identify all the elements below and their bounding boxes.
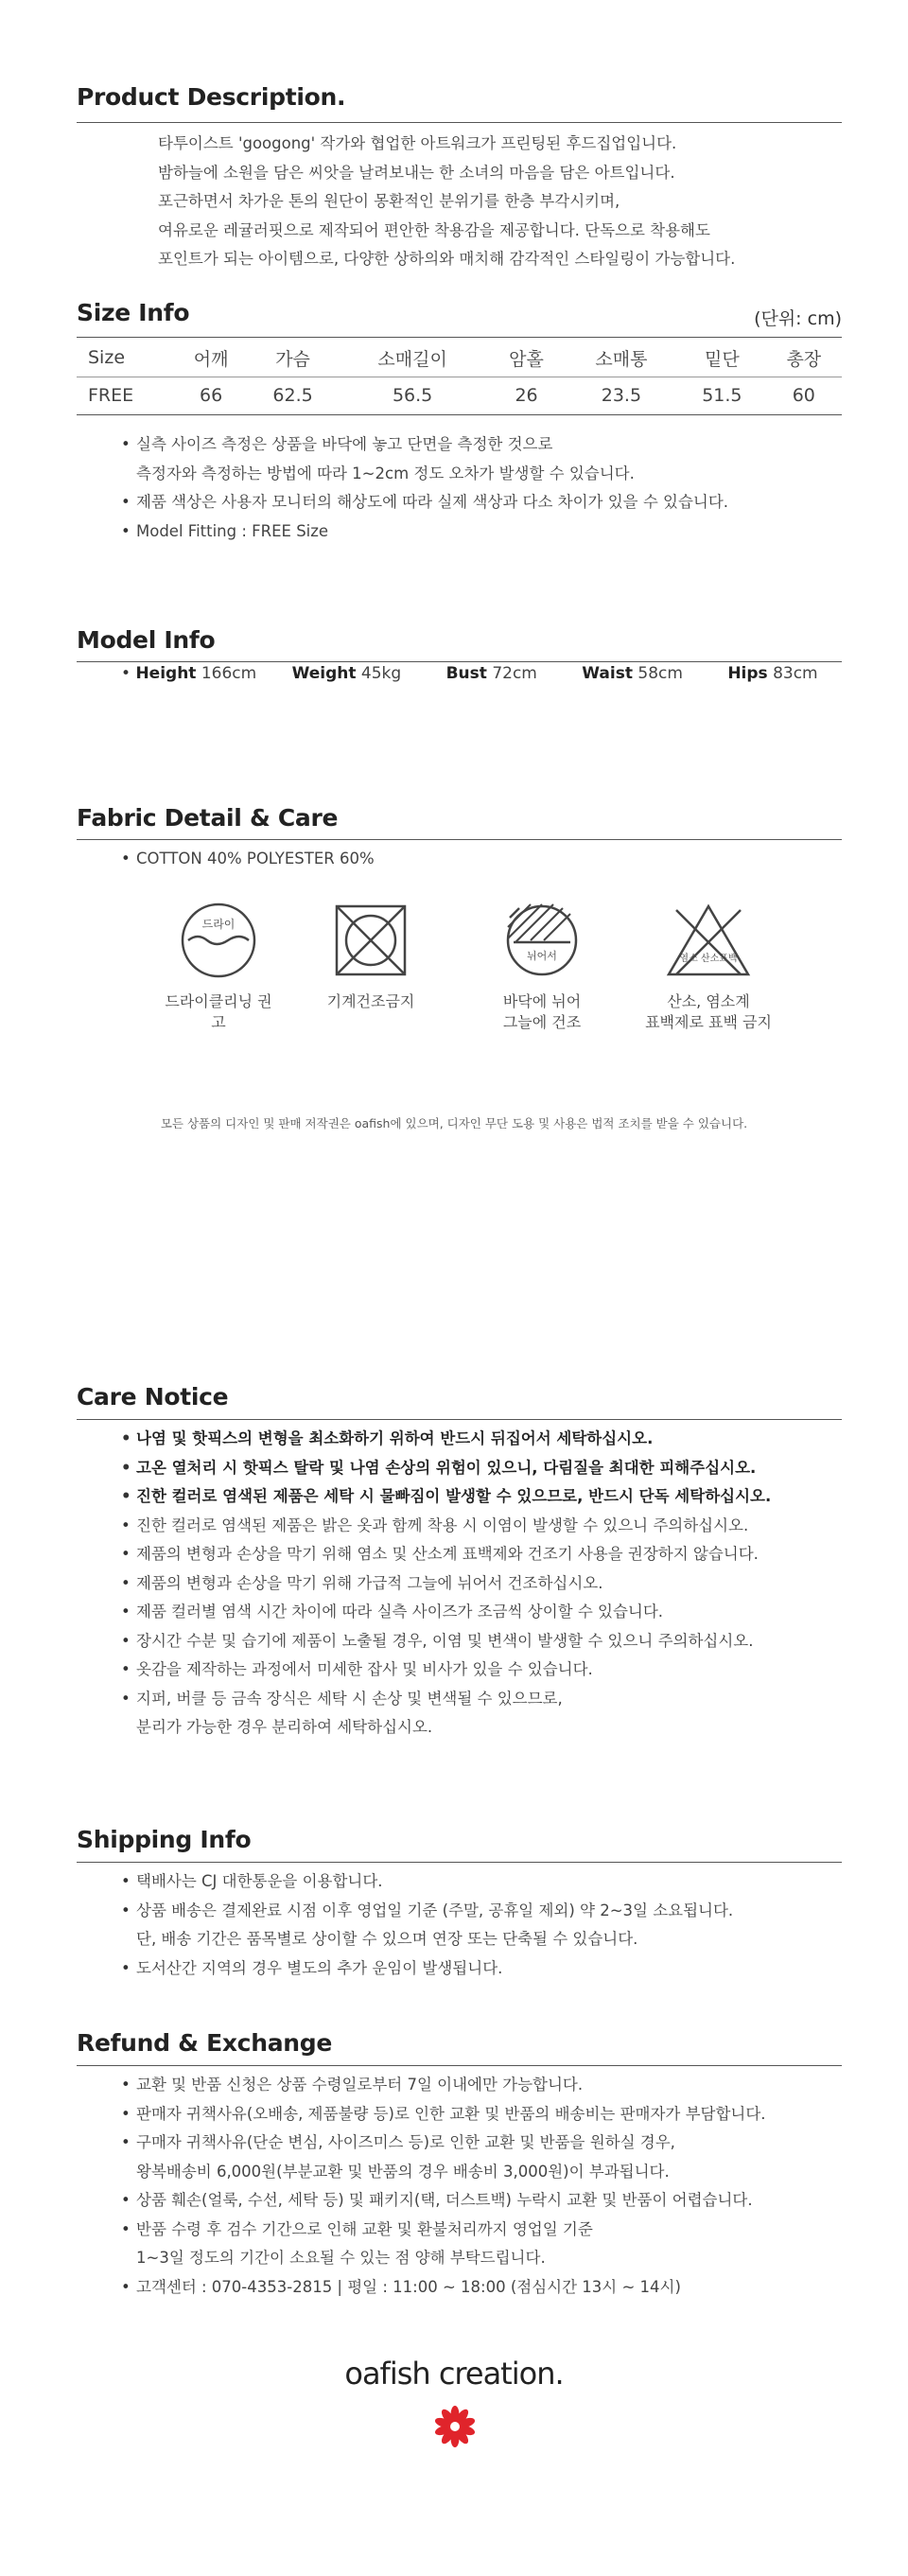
shipping-title: Shipping Info bbox=[77, 1826, 252, 1853]
product-line: 포인트가 되는 아이템으로, 다양한 상하의와 매치해 감각적인 스타일링이 가능합니다. bbox=[158, 250, 736, 268]
brand-logo-text: oafish creation. bbox=[344, 2356, 564, 2392]
flower-logo-icon bbox=[433, 2405, 477, 2448]
care-caption-line: 산소, 염소계 bbox=[667, 992, 750, 1010]
size-value-cell: 26 bbox=[515, 385, 538, 406]
dry-flat-shade-icon bbox=[502, 901, 582, 980]
size-header-cell: 가슴 bbox=[275, 348, 310, 370]
copyright-notice: 모든 상품의 디자인 및 판매 저작권은 oafish에 있으며, 디자인 무단 도용 및 사용은 법적 조치를 받을 수 있습니다. bbox=[160, 1116, 748, 1130]
list-item: 분리가 가능한 경우 분리하여 세탁하십시오. bbox=[136, 1718, 433, 1736]
list-item: • 도서산간 지역의 경우 별도의 추가 운임이 발생됩니다. bbox=[121, 1954, 733, 1984]
list-item: • 장시간 수분 및 습기에 제품이 노출될 경우, 이염 및 변색이 발생할 수 있으니 주의하십시오. bbox=[121, 1627, 771, 1656]
care-icon-dry-flat-shade bbox=[485, 901, 599, 1033]
care-caption bbox=[485, 991, 599, 1033]
model-height-label: Height bbox=[135, 664, 197, 683]
size-header-row bbox=[77, 339, 842, 377]
model-bust-value: 72cm bbox=[492, 664, 537, 683]
care-caption-line: 그늘에 건조 bbox=[502, 1013, 582, 1031]
list-item: • 고객센터 : 070-4353-2815 | 평일 : 11:00 ~ 18:00 (점심시간 13시 ~ 14시) bbox=[121, 2273, 766, 2303]
fabric-composition-list bbox=[121, 845, 375, 874]
care-caption: 기계건조금지 bbox=[326, 992, 415, 1010]
care-notice-title: Care Notice bbox=[77, 1383, 229, 1411]
size-value-cell: 66 bbox=[200, 385, 223, 406]
dryclean-icon bbox=[179, 901, 258, 980]
dryclean-symbol-text: 드라이 bbox=[201, 918, 236, 931]
size-header-cell: 총장 bbox=[786, 348, 822, 370]
list-item: • 제품의 변형과 손상을 막기 위해 가급적 그늘에 뉘어서 건조하십시오. bbox=[121, 1569, 771, 1599]
model-info-title: Model Info bbox=[77, 626, 216, 654]
fabric-title: Fabric Detail & Care bbox=[77, 804, 339, 832]
list-item: • 판매자 귀책사유(오배송, 제품불량 등)로 인한 교환 및 반품의 배송비는 판매자가 부담합니다. bbox=[121, 2100, 766, 2129]
care-caption: 드라이클리닝 권고 bbox=[165, 992, 272, 1031]
size-header-cell: Size bbox=[88, 347, 126, 368]
shipping-divider bbox=[77, 1862, 842, 1863]
care-icon-no-bleach bbox=[637, 901, 779, 1033]
model-hips-label: Hips bbox=[727, 664, 768, 683]
size-notes-list bbox=[121, 430, 728, 546]
care-caption-line: 표백제로 표백 금지 bbox=[645, 1013, 772, 1031]
list-item: • 지퍼, 버클 등 금속 장식은 세탁 시 손상 및 변색될 수 있으므로, bbox=[121, 1685, 771, 1714]
care-notice-list bbox=[121, 1425, 771, 1743]
list-item: • 택배사는 CJ 대한통운을 이용합니다. bbox=[121, 1867, 733, 1897]
size-value-cell: 62.5 bbox=[272, 385, 313, 406]
product-line: 타투이스트 'googong' 작가와 협업한 아트워크가 프린팅된 후드집업입니다. bbox=[158, 134, 677, 152]
list-item: • 진한 컬러로 염색된 제품은 세탁 시 물빠짐이 발생할 수 있으므로, 반드시 단독 세탁하십시오. bbox=[121, 1482, 771, 1512]
refund-list bbox=[121, 2071, 766, 2302]
list-item: • 나염 및 핫픽스의 변형을 최소화하기 위하여 반드시 뒤집어서 세탁하십시오. bbox=[121, 1425, 771, 1454]
size-header-cell: 소매길이 bbox=[377, 348, 447, 370]
no-tumble-dry-icon bbox=[331, 901, 410, 980]
model-weight-label: Weight bbox=[291, 664, 357, 683]
product-line: 밤하늘에 소원을 담은 씨앗을 날려보내는 한 소녀의 마음을 담은 아트입니다. bbox=[158, 163, 675, 182]
no-bleach-icon bbox=[663, 901, 754, 980]
list-item: • 진한 컬러로 염색된 제품은 밝은 옷과 함께 착용 시 이염이 발생할 수 있으니 주의하십시오. bbox=[121, 1512, 771, 1541]
list-item: • 상품 훼손(얼룩, 수선, 세탁 등) 및 패키지(택, 더스트백) 누락시 교환 및 반품이 어렵습니다. bbox=[121, 2186, 766, 2216]
product-description-title: Product Description. bbox=[77, 83, 346, 111]
model-divider bbox=[77, 661, 842, 662]
size-header-cell: 암홀 bbox=[509, 348, 544, 370]
list-item: 측정자와 측정하는 방법에 따라 1~2cm 정도 오차가 발생할 수 있습니다. bbox=[136, 464, 635, 482]
product-line: 여유로운 레귤러핏으로 제작되어 편안한 착용감을 제공합니다. 단독으로 착용해도 bbox=[158, 220, 710, 239]
list-item: • Model Fitting : FREE Size bbox=[121, 517, 728, 547]
model-waist-value: 58cm bbox=[637, 664, 683, 683]
model-hips-value: 83cm bbox=[773, 664, 818, 683]
product-line: 포근하면서 차가운 톤의 원단이 몽환적인 분위기를 한층 부각시키며, bbox=[158, 192, 620, 210]
size-header-cell: 밑단 bbox=[705, 348, 740, 370]
size-value-cell: 23.5 bbox=[601, 385, 642, 406]
refund-divider bbox=[77, 2065, 842, 2066]
list-item: • COTTON 40% POLYESTER 60% bbox=[121, 845, 375, 874]
refund-title: Refund & Exchange bbox=[77, 2029, 333, 2057]
size-header-cell: 어깨 bbox=[193, 348, 229, 370]
size-value-cell: 60 bbox=[792, 385, 815, 406]
list-item: • 고온 열처리 시 핫픽스 탈락 및 나염 손상의 위험이 있으니, 다림질을 최대한 피해주십시오. bbox=[121, 1454, 771, 1483]
product-divider bbox=[77, 122, 842, 123]
size-value-cell: 51.5 bbox=[702, 385, 742, 406]
model-height-value: 166cm bbox=[201, 664, 257, 683]
model-weight-value: 45kg bbox=[360, 664, 402, 683]
list-item: • 제품 컬러별 염색 시간 차이에 따라 실측 사이즈가 조금씩 상이할 수 있습니다. bbox=[121, 1598, 771, 1627]
size-value-cell: 56.5 bbox=[392, 385, 433, 406]
size-value-row bbox=[77, 377, 842, 414]
fabric-divider bbox=[77, 839, 842, 840]
size-header-cell: 소매통 bbox=[595, 348, 648, 370]
list-item: • 상품 배송은 결제완료 시점 이후 영업일 기준 (주말, 공휴일 제외) 약 2~3일 소요됩니다. bbox=[121, 1897, 733, 1926]
list-item: • 구매자 귀책사유(단순 변심, 사이즈미스 등)로 인한 교환 및 반품을 원하실 경우, bbox=[121, 2129, 766, 2158]
care-caption bbox=[637, 991, 779, 1033]
model-measurements: • Height 166cm Weight 45kg Bust 72cm Waist 58cm Hips 83cm bbox=[121, 664, 818, 683]
size-top-rule bbox=[77, 337, 842, 338]
care-icon-dryclean bbox=[162, 901, 275, 1033]
list-item: • 제품 색상은 사용자 모니터의 해상도에 따라 실제 색상과 다소 차이가 있을 수 있습니다. bbox=[121, 488, 728, 517]
shipping-list bbox=[121, 1867, 733, 1983]
size-info-title: Size Info bbox=[77, 299, 190, 326]
care-icon-no-tumble-dry bbox=[314, 901, 428, 1012]
list-item: • 옷감을 제작하는 과정에서 미세한 잡사 및 비사가 있을 수 있습니다. bbox=[121, 1656, 771, 1685]
dry-flat-symbol-text: 뉘어서 bbox=[527, 950, 557, 962]
care-caption-line: 바닥에 뉘어 bbox=[502, 992, 582, 1010]
list-item: • 반품 수령 후 검수 기간으로 인해 교환 및 환불처리까지 영업일 기준 bbox=[121, 2216, 766, 2245]
model-waist-label: Waist bbox=[582, 664, 633, 683]
list-item: • 실측 사이즈 측정은 상품을 바닥에 놓고 단면을 측정한 것으로 bbox=[121, 430, 728, 460]
list-item: 왕복배송비 6,000원(부분교환 및 반품의 경우 배송비 3,000원)이 부과됩니다. bbox=[136, 2162, 670, 2181]
no-bleach-symbol-text: 염소 산소표백 bbox=[679, 954, 738, 964]
list-item: 단, 배송 기간은 품목별로 상이할 수 있으며 연장 또는 단축될 수 있습니다. bbox=[136, 1930, 638, 1948]
care-divider bbox=[77, 1419, 842, 1420]
size-value-cell: FREE bbox=[88, 385, 134, 406]
model-bust-label: Bust bbox=[445, 664, 487, 683]
list-item: • 제품의 변형과 손상을 막기 위해 염소 및 산소계 표백제와 건조기 사용을 권장하지 않습니다. bbox=[121, 1540, 771, 1569]
product-description-text bbox=[158, 130, 735, 274]
list-item: 1~3일 정도의 기간이 소요될 수 있는 점 양해 부탁드립니다. bbox=[136, 2249, 546, 2267]
size-bottom-rule bbox=[77, 414, 842, 415]
size-unit: (단위: cm) bbox=[754, 308, 842, 329]
list-item: • 교환 및 반품 신청은 상품 수령일로부터 7일 이내에만 가능합니다. bbox=[121, 2071, 766, 2100]
